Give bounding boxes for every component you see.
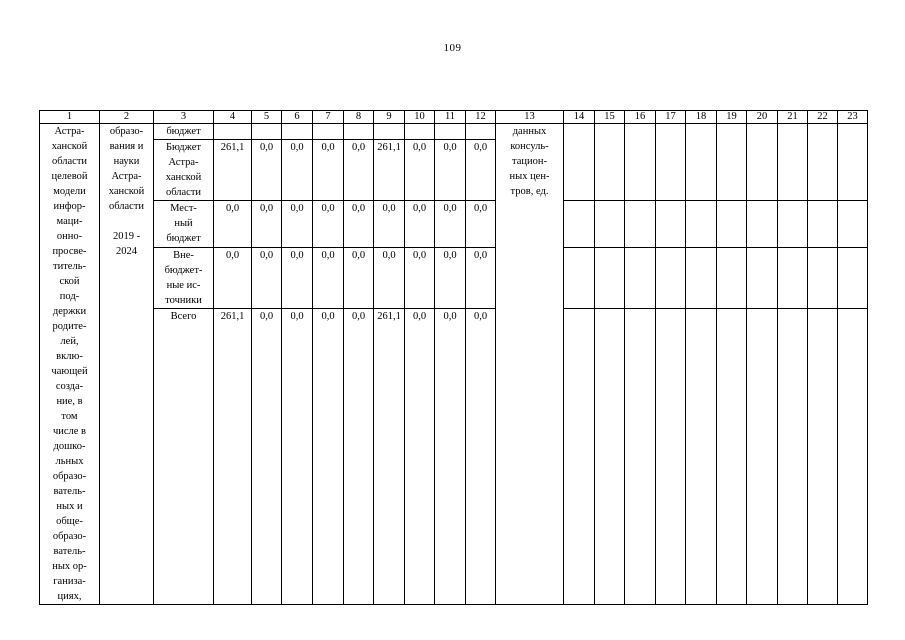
column-number: 11 xyxy=(435,111,466,124)
value-cell: 0,0 xyxy=(313,140,344,201)
column-number: 4 xyxy=(214,111,252,124)
table-row xyxy=(40,308,868,604)
column-number: 21 xyxy=(778,111,808,124)
empty-cell xyxy=(747,201,778,247)
value-cell xyxy=(466,124,496,140)
table-row xyxy=(40,201,868,247)
value-cell: 0,0 xyxy=(282,247,313,308)
empty-cell xyxy=(656,124,686,201)
value-cell: 0,0 xyxy=(344,201,374,247)
column-number: 19 xyxy=(717,111,747,124)
value-cell: 0,0 xyxy=(405,201,435,247)
value-cell: 0,0 xyxy=(405,247,435,308)
value-cell: 0,0 xyxy=(252,247,282,308)
column-number: 13 xyxy=(496,111,564,124)
column-number: 9 xyxy=(374,111,405,124)
header-row xyxy=(40,111,868,124)
empty-cell xyxy=(838,124,868,201)
empty-cell xyxy=(595,247,625,308)
empty-cell xyxy=(564,201,595,247)
empty-cell xyxy=(838,201,868,247)
funding-source: бюджет xyxy=(154,124,214,140)
table-row xyxy=(40,124,868,140)
empty-cell xyxy=(717,201,747,247)
empty-cell xyxy=(838,308,868,604)
empty-cell xyxy=(564,308,595,604)
column-number: 8 xyxy=(344,111,374,124)
empty-cell xyxy=(717,124,747,201)
value-cell: 0,0 xyxy=(282,201,313,247)
column-number: 18 xyxy=(686,111,717,124)
value-cell: 261,1 xyxy=(374,140,405,201)
empty-cell xyxy=(625,247,656,308)
value-cell: 0,0 xyxy=(435,201,466,247)
empty-cell xyxy=(747,124,778,201)
empty-cell xyxy=(808,124,838,201)
empty-cell xyxy=(808,201,838,247)
empty-cell xyxy=(595,201,625,247)
empty-cell xyxy=(564,124,595,201)
value-cell xyxy=(374,124,405,140)
empty-cell xyxy=(686,247,717,308)
funding-source: Вне- бюджет- ные ис- точники xyxy=(154,247,214,308)
empty-cell xyxy=(625,201,656,247)
empty-cell xyxy=(686,308,717,604)
funding-source: Всего xyxy=(154,308,214,604)
value-cell: 0,0 xyxy=(466,247,496,308)
column-number: 6 xyxy=(282,111,313,124)
empty-cell xyxy=(625,124,656,201)
value-cell: 0,0 xyxy=(214,201,252,247)
value-cell: 0,0 xyxy=(405,308,435,604)
value-cell: 0,0 xyxy=(282,308,313,604)
empty-cell xyxy=(686,124,717,201)
empty-cell xyxy=(625,308,656,604)
table-row xyxy=(40,247,868,308)
empty-cell xyxy=(595,308,625,604)
value-cell: 0,0 xyxy=(252,201,282,247)
value-cell: 0,0 xyxy=(252,140,282,201)
empty-cell xyxy=(778,247,808,308)
column-number: 7 xyxy=(313,111,344,124)
budget-table xyxy=(39,110,868,605)
value-cell: 0,0 xyxy=(282,140,313,201)
value-cell xyxy=(282,124,313,140)
value-cell: 261,1 xyxy=(214,308,252,604)
value-cell: 0,0 xyxy=(435,308,466,604)
empty-cell xyxy=(778,201,808,247)
column-number: 3 xyxy=(154,111,214,124)
page-number: 109 xyxy=(443,42,462,54)
column-number: 20 xyxy=(747,111,778,124)
column-number: 5 xyxy=(252,111,282,124)
empty-cell xyxy=(686,201,717,247)
empty-cell xyxy=(747,308,778,604)
value-cell: 0,0 xyxy=(466,201,496,247)
value-cell: 0,0 xyxy=(313,201,344,247)
value-cell xyxy=(252,124,282,140)
column-number: 10 xyxy=(405,111,435,124)
value-cell: 0,0 xyxy=(405,140,435,201)
funding-source: Мест- ный бюджет xyxy=(154,201,214,247)
value-cell: 0,0 xyxy=(435,247,466,308)
measure-description: Астра- ханской области целевой модели инфор- маци- онно- просве- титель- ской под- держки родите- лей, вклю- чающей созда- ние, в том числе в дошко- льных образо- ватель- ных и обще- образо- ватель- ных ор- ганиза- циях, xyxy=(40,124,100,605)
value-cell xyxy=(214,124,252,140)
column-number: 2 xyxy=(100,111,154,124)
empty-cell xyxy=(717,247,747,308)
indicator-description: данных консуль- тацион- ных цен- тров, ед. xyxy=(496,124,564,605)
value-cell: 0,0 xyxy=(214,247,252,308)
empty-cell xyxy=(838,247,868,308)
empty-cell xyxy=(778,308,808,604)
value-cell: 0,0 xyxy=(344,247,374,308)
value-cell xyxy=(405,124,435,140)
value-cell: 0,0 xyxy=(374,247,405,308)
empty-cell xyxy=(595,124,625,201)
column-number: 15 xyxy=(595,111,625,124)
empty-cell xyxy=(564,247,595,308)
empty-cell xyxy=(778,124,808,201)
column-number: 14 xyxy=(564,111,595,124)
column-number: 22 xyxy=(808,111,838,124)
column-number: 12 xyxy=(466,111,496,124)
column-number: 17 xyxy=(656,111,686,124)
value-cell: 261,1 xyxy=(374,308,405,604)
empty-cell xyxy=(808,308,838,604)
empty-cell xyxy=(747,247,778,308)
value-cell xyxy=(435,124,466,140)
value-cell xyxy=(313,124,344,140)
value-cell: 0,0 xyxy=(435,140,466,201)
value-cell: 0,0 xyxy=(252,308,282,604)
value-cell: 0,0 xyxy=(313,308,344,604)
empty-cell xyxy=(808,247,838,308)
column-number: 16 xyxy=(625,111,656,124)
value-cell xyxy=(344,124,374,140)
empty-cell xyxy=(656,308,686,604)
value-cell: 261,1 xyxy=(214,140,252,201)
value-cell: 0,0 xyxy=(344,140,374,201)
value-cell: 0,0 xyxy=(466,140,496,201)
value-cell: 0,0 xyxy=(344,308,374,604)
empty-cell xyxy=(656,247,686,308)
column-number: 23 xyxy=(838,111,868,124)
empty-cell xyxy=(656,201,686,247)
column-number: 1 xyxy=(40,111,100,124)
funding-source: Бюджет Астра- ханской области xyxy=(154,140,214,201)
value-cell: 0,0 xyxy=(374,201,405,247)
value-cell: 0,0 xyxy=(313,247,344,308)
empty-cell xyxy=(717,308,747,604)
responsible-and-period: образо- вания и науки Астра- ханской области 2019 - 2024 xyxy=(100,124,154,605)
value-cell: 0,0 xyxy=(466,308,496,604)
